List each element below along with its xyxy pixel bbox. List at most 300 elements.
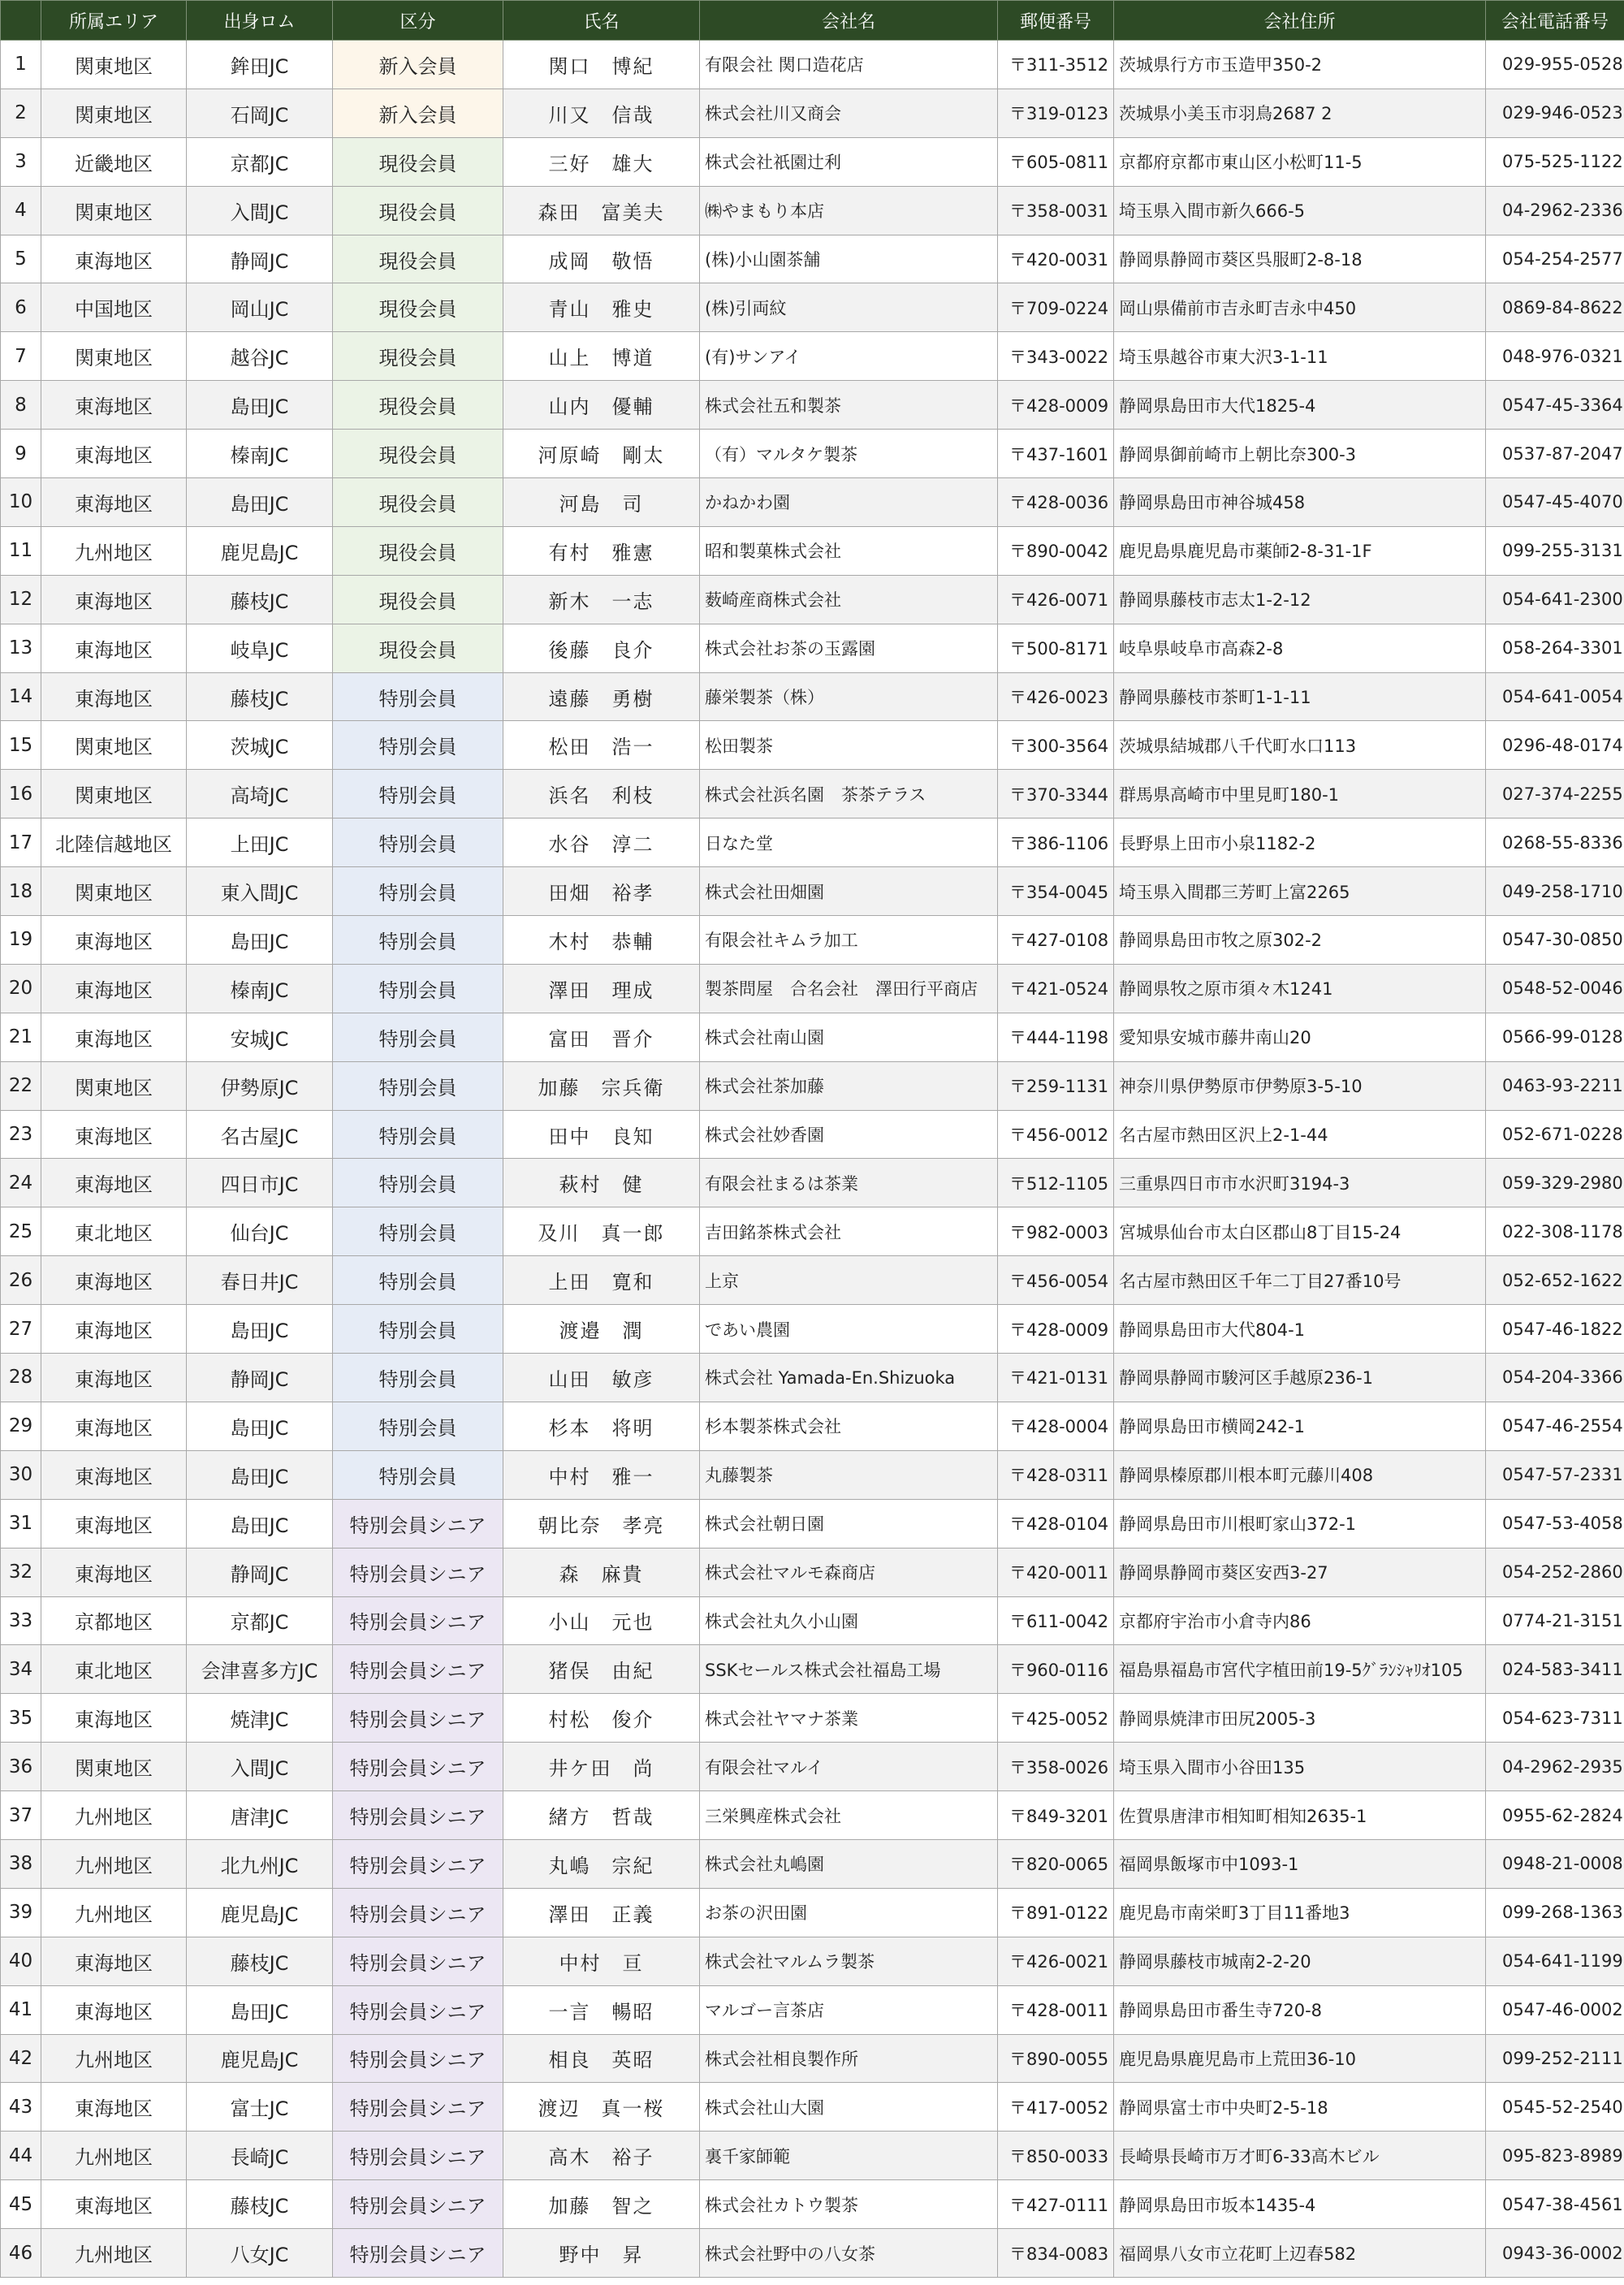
category-cell: 特別会員 bbox=[333, 721, 503, 770]
address-cell: 静岡県島田市牧之原302-2 bbox=[1114, 916, 1486, 965]
address-cell: 京都府宇治市小倉寺内86 bbox=[1114, 1596, 1486, 1645]
area-cell: 九州地区 bbox=[41, 1839, 187, 1888]
row-number: 38 bbox=[1, 1839, 41, 1888]
area-cell: 東海地区 bbox=[41, 1548, 187, 1596]
address-cell: 茨城県行方市玉造甲350-2 bbox=[1114, 41, 1486, 89]
table-row bbox=[1, 430, 1624, 478]
postal-code-cell: 〒849-3201 bbox=[998, 1791, 1114, 1840]
category-cell: 現役会員 bbox=[333, 186, 503, 235]
origin-lom-cell: 富士JC bbox=[187, 2083, 333, 2132]
table-row bbox=[1, 1450, 1624, 1499]
table-row bbox=[1, 1499, 1624, 1548]
origin-lom-cell: 島田JC bbox=[187, 1450, 333, 1499]
category-cell: 特別会員シニア bbox=[333, 2229, 503, 2278]
row-number: 31 bbox=[1, 1499, 41, 1548]
category-cell: 現役会員 bbox=[333, 575, 503, 624]
address-cell: 静岡県榛原郡川根本町元藤川408 bbox=[1114, 1450, 1486, 1499]
row-number: 20 bbox=[1, 964, 41, 1013]
category-cell: 現役会員 bbox=[333, 381, 503, 430]
address-cell: 茨城県小美玉市羽鳥2687 2 bbox=[1114, 89, 1486, 137]
origin-lom-cell: 上田JC bbox=[187, 819, 333, 867]
postal-code-cell: 〒982-0003 bbox=[998, 1207, 1114, 1256]
name-cell: 富田 晋介 bbox=[503, 1013, 700, 1061]
area-cell: 東海地区 bbox=[41, 1450, 187, 1499]
origin-lom-cell: 藤枝JC bbox=[187, 2180, 333, 2229]
row-number: 46 bbox=[1, 2229, 41, 2278]
row-number: 5 bbox=[1, 235, 41, 283]
company-cell: 株式会社相良製作所 bbox=[700, 2034, 998, 2083]
phone-cell: 054-641-2300 bbox=[1486, 575, 1624, 624]
address-cell: 三重県四日市市水沢町3194-3 bbox=[1114, 1159, 1486, 1207]
postal-code-cell: 〒960-0116 bbox=[998, 1645, 1114, 1694]
postal-code-cell: 〒428-0011 bbox=[998, 1985, 1114, 2034]
area-cell: 東海地区 bbox=[41, 2180, 187, 2229]
address-cell: 福島県福島市宮代字植田前19-5ｸﾞﾗﾝｼｬﾘｵ105 bbox=[1114, 1645, 1486, 1694]
phone-cell: 04-2962-2336 bbox=[1486, 186, 1624, 235]
row-number: 29 bbox=[1, 1402, 41, 1450]
table-row bbox=[1, 1013, 1624, 1061]
table-row bbox=[1, 575, 1624, 624]
row-number: 7 bbox=[1, 332, 41, 381]
header-cell-index bbox=[1, 1, 41, 41]
name-cell: 浜名 利枝 bbox=[503, 770, 700, 819]
area-cell: 東海地区 bbox=[41, 964, 187, 1013]
row-number: 12 bbox=[1, 575, 41, 624]
name-cell: 萩村 健 bbox=[503, 1159, 700, 1207]
company-cell: お茶の沢田園 bbox=[700, 1888, 998, 1937]
name-cell: 一言 暢昭 bbox=[503, 1985, 700, 2034]
company-cell: 杉本製茶株式会社 bbox=[700, 1402, 998, 1450]
phone-cell: 099-252-2111 bbox=[1486, 2034, 1624, 2083]
company-cell: 株式会社山大園 bbox=[700, 2083, 998, 2132]
name-cell: 朝比奈 孝亮 bbox=[503, 1499, 700, 1548]
category-cell: 特別会員 bbox=[333, 1159, 503, 1207]
address-cell: 埼玉県入間郡三芳町上富2265 bbox=[1114, 867, 1486, 916]
row-number: 26 bbox=[1, 1256, 41, 1305]
company-cell: 有限会社キムラ加工 bbox=[700, 916, 998, 965]
origin-lom-cell: 茨城JC bbox=[187, 721, 333, 770]
company-cell: 薮崎産商株式会社 bbox=[700, 575, 998, 624]
phone-cell: 0547-45-4070 bbox=[1486, 478, 1624, 527]
postal-code-cell: 〒428-0004 bbox=[998, 1402, 1114, 1450]
address-cell: 静岡県島田市番生寺720-8 bbox=[1114, 1985, 1486, 2034]
category-cell: 特別会員 bbox=[333, 1207, 503, 1256]
row-number: 8 bbox=[1, 381, 41, 430]
area-cell: 東海地区 bbox=[41, 1985, 187, 2034]
row-number: 19 bbox=[1, 916, 41, 965]
company-cell: であい農園 bbox=[700, 1305, 998, 1354]
address-cell: 岐阜県岐阜市高森2-8 bbox=[1114, 624, 1486, 672]
postal-code-cell: 〒512-1105 bbox=[998, 1159, 1114, 1207]
category-cell: 特別会員シニア bbox=[333, 2083, 503, 2132]
table-row bbox=[1, 2180, 1624, 2229]
name-cell: 杉本 将明 bbox=[503, 1402, 700, 1450]
category-cell: 特別会員 bbox=[333, 1013, 503, 1061]
name-cell: 加藤 智之 bbox=[503, 2180, 700, 2229]
postal-code-cell: 〒420-0031 bbox=[998, 235, 1114, 283]
company-cell: 株式会社茶加藤 bbox=[700, 1061, 998, 1110]
category-cell: 現役会員 bbox=[333, 332, 503, 381]
name-cell: 関口 博紀 bbox=[503, 41, 700, 89]
postal-code-cell: 〒611-0042 bbox=[998, 1596, 1114, 1645]
row-number: 30 bbox=[1, 1450, 41, 1499]
origin-lom-cell: 会津喜多方JC bbox=[187, 1645, 333, 1694]
phone-cell: 095-823-8989 bbox=[1486, 2132, 1624, 2180]
address-cell: 鹿児島県鹿児島市上荒田36-10 bbox=[1114, 2034, 1486, 2083]
address-cell: 名古屋市熱田区千年二丁目27番10号 bbox=[1114, 1256, 1486, 1305]
table-row bbox=[1, 1645, 1624, 1694]
area-cell: 東海地区 bbox=[41, 235, 187, 283]
address-cell: 佐賀県唐津市相知町相知2635-1 bbox=[1114, 1791, 1486, 1840]
category-cell: 特別会員 bbox=[333, 867, 503, 916]
row-number: 32 bbox=[1, 1548, 41, 1596]
postal-code-cell: 〒500-8171 bbox=[998, 624, 1114, 672]
postal-code-cell: 〒834-0083 bbox=[998, 2229, 1114, 2278]
area-cell: 九州地区 bbox=[41, 2229, 187, 2278]
row-number: 37 bbox=[1, 1791, 41, 1840]
area-cell: 東北地区 bbox=[41, 1207, 187, 1256]
table-row bbox=[1, 1937, 1624, 1985]
table-row bbox=[1, 137, 1624, 186]
area-cell: 九州地区 bbox=[41, 1888, 187, 1937]
origin-lom-cell: 入間JC bbox=[187, 1743, 333, 1791]
area-cell: 東海地区 bbox=[41, 1013, 187, 1061]
phone-cell: 054-641-1199 bbox=[1486, 1937, 1624, 1985]
company-cell: (株)小山園茶舗 bbox=[700, 235, 998, 283]
row-number: 33 bbox=[1, 1596, 41, 1645]
name-cell: 水谷 淳二 bbox=[503, 819, 700, 867]
address-cell: 福岡県八女市立花町上辺春582 bbox=[1114, 2229, 1486, 2278]
phone-cell: 0547-45-3364 bbox=[1486, 381, 1624, 430]
origin-lom-cell: 藤枝JC bbox=[187, 672, 333, 721]
address-cell: 静岡県島田市坂本1435-4 bbox=[1114, 2180, 1486, 2229]
origin-lom-cell: 北九州JC bbox=[187, 1839, 333, 1888]
origin-lom-cell: 藤枝JC bbox=[187, 575, 333, 624]
postal-code-cell: 〒319-0123 bbox=[998, 89, 1114, 137]
company-cell: 上京 bbox=[700, 1256, 998, 1305]
area-cell: 東海地区 bbox=[41, 1159, 187, 1207]
area-cell: 東海地区 bbox=[41, 624, 187, 672]
name-cell: 森田 富美夫 bbox=[503, 186, 700, 235]
origin-lom-cell: 静岡JC bbox=[187, 1548, 333, 1596]
category-cell: 特別会員 bbox=[333, 1110, 503, 1159]
phone-cell: 054-623-7311 bbox=[1486, 1694, 1624, 1743]
table-row bbox=[1, 526, 1624, 575]
area-cell: 九州地区 bbox=[41, 2034, 187, 2083]
postal-code-cell: 〒311-3512 bbox=[998, 41, 1114, 89]
phone-cell: 0943-36-0002 bbox=[1486, 2229, 1624, 2278]
company-cell: マルゴー言茶店 bbox=[700, 1985, 998, 2034]
name-cell: 井ケ田 尚 bbox=[503, 1743, 700, 1791]
origin-lom-cell: 伊勢原JC bbox=[187, 1061, 333, 1110]
area-cell: 関東地区 bbox=[41, 332, 187, 381]
area-cell: 関東地区 bbox=[41, 41, 187, 89]
phone-cell: 0547-30-0850 bbox=[1486, 916, 1624, 965]
category-cell: 特別会員シニア bbox=[333, 2132, 503, 2180]
postal-code-cell: 〒358-0026 bbox=[998, 1743, 1114, 1791]
header-cell-company: 会社名 bbox=[700, 1, 998, 41]
address-cell: 静岡県御前崎市上朝比奈300-3 bbox=[1114, 430, 1486, 478]
postal-code-cell: 〒428-0036 bbox=[998, 478, 1114, 527]
company-cell: ㈱やまもり本店 bbox=[700, 186, 998, 235]
phone-cell: 0955-62-2824 bbox=[1486, 1791, 1624, 1840]
origin-lom-cell: 榛南JC bbox=[187, 964, 333, 1013]
area-cell: 近畿地区 bbox=[41, 137, 187, 186]
phone-cell: 0547-53-4058 bbox=[1486, 1499, 1624, 1548]
postal-code-cell: 〒426-0021 bbox=[998, 1937, 1114, 1985]
company-cell: 株式会社ヤマナ茶業 bbox=[700, 1694, 998, 1743]
phone-cell: 0537-87-2047 bbox=[1486, 430, 1624, 478]
origin-lom-cell: 京都JC bbox=[187, 1596, 333, 1645]
row-number: 27 bbox=[1, 1305, 41, 1354]
table-row bbox=[1, 381, 1624, 430]
phone-cell: 0547-46-2554 bbox=[1486, 1402, 1624, 1450]
table-row bbox=[1, 89, 1624, 137]
name-cell: 青山 雅史 bbox=[503, 283, 700, 332]
company-cell: 製茶問屋 合名会社 澤田行平商店 bbox=[700, 964, 998, 1013]
phone-cell: 0547-38-4561 bbox=[1486, 2180, 1624, 2229]
row-number: 18 bbox=[1, 867, 41, 916]
row-number: 14 bbox=[1, 672, 41, 721]
postal-code-cell: 〒425-0052 bbox=[998, 1694, 1114, 1743]
postal-code-cell: 〒456-0012 bbox=[998, 1110, 1114, 1159]
origin-lom-cell: 東入間JC bbox=[187, 867, 333, 916]
address-cell: 神奈川県伊勢原市伊勢原3-5-10 bbox=[1114, 1061, 1486, 1110]
origin-lom-cell: 鹿児島JC bbox=[187, 526, 333, 575]
company-cell: 株式会社川又商会 bbox=[700, 89, 998, 137]
table-row bbox=[1, 1743, 1624, 1791]
name-cell: 遠藤 勇樹 bbox=[503, 672, 700, 721]
category-cell: 特別会員 bbox=[333, 770, 503, 819]
table-row bbox=[1, 1305, 1624, 1354]
name-cell: 山内 優輔 bbox=[503, 381, 700, 430]
postal-code-cell: 〒891-0122 bbox=[998, 1888, 1114, 1937]
table-body bbox=[1, 41, 1624, 2278]
table-row bbox=[1, 2229, 1624, 2278]
postal-code-cell: 〒426-0071 bbox=[998, 575, 1114, 624]
company-cell: かねかわ園 bbox=[700, 478, 998, 527]
table-row bbox=[1, 916, 1624, 965]
name-cell: 川又 信哉 bbox=[503, 89, 700, 137]
address-cell: 埼玉県越谷市東大沢3-1-11 bbox=[1114, 332, 1486, 381]
address-cell: 静岡県藤枝市茶町1-1-11 bbox=[1114, 672, 1486, 721]
company-cell: 株式会社マルムラ製茶 bbox=[700, 1937, 998, 1985]
phone-cell: 058-264-3301 bbox=[1486, 624, 1624, 672]
table-row bbox=[1, 1207, 1624, 1256]
origin-lom-cell: 八女JC bbox=[187, 2229, 333, 2278]
company-cell: (有)サンアイ bbox=[700, 332, 998, 381]
address-cell: 静岡県島田市大代804-1 bbox=[1114, 1305, 1486, 1354]
header-cell-address: 会社住所 bbox=[1114, 1, 1486, 41]
header-cell-category: 区分 bbox=[333, 1, 503, 41]
table-row bbox=[1, 964, 1624, 1013]
phone-cell: 054-252-2860 bbox=[1486, 1548, 1624, 1596]
category-cell: 特別会員 bbox=[333, 964, 503, 1013]
address-cell: 名古屋市熱田区沢上2-1-44 bbox=[1114, 1110, 1486, 1159]
row-number: 44 bbox=[1, 2132, 41, 2180]
table-row bbox=[1, 235, 1624, 283]
table-row bbox=[1, 1402, 1624, 1450]
company-cell: 松田製茶 bbox=[700, 721, 998, 770]
area-cell: 東海地区 bbox=[41, 2083, 187, 2132]
origin-lom-cell: 唐津JC bbox=[187, 1791, 333, 1840]
row-number: 41 bbox=[1, 1985, 41, 2034]
category-cell: 特別会員シニア bbox=[333, 1888, 503, 1937]
postal-code-cell: 〒426-0023 bbox=[998, 672, 1114, 721]
phone-cell: 0545-52-2540 bbox=[1486, 2083, 1624, 2132]
category-cell: 現役会員 bbox=[333, 235, 503, 283]
origin-lom-cell: 長崎JC bbox=[187, 2132, 333, 2180]
category-cell: 特別会員シニア bbox=[333, 2034, 503, 2083]
postal-code-cell: 〒421-0524 bbox=[998, 964, 1114, 1013]
area-cell: 北陸信越地区 bbox=[41, 819, 187, 867]
header-row bbox=[1, 1, 1624, 41]
company-cell: 株式会社田畑園 bbox=[700, 867, 998, 916]
category-cell: 特別会員シニア bbox=[333, 1499, 503, 1548]
company-cell: （有）マルタケ製茶 bbox=[700, 430, 998, 478]
category-cell: 特別会員シニア bbox=[333, 1743, 503, 1791]
area-cell: 東海地区 bbox=[41, 672, 187, 721]
table-row bbox=[1, 1061, 1624, 1110]
company-cell: 株式会社五和製茶 bbox=[700, 381, 998, 430]
category-cell: 特別会員シニア bbox=[333, 1548, 503, 1596]
origin-lom-cell: 春日井JC bbox=[187, 1256, 333, 1305]
address-cell: 長野県上田市小泉1182-2 bbox=[1114, 819, 1486, 867]
origin-lom-cell: 岡山JC bbox=[187, 283, 333, 332]
name-cell: 山田 敏彦 bbox=[503, 1354, 700, 1402]
row-number: 25 bbox=[1, 1207, 41, 1256]
phone-cell: 059-329-2980 bbox=[1486, 1159, 1624, 1207]
name-cell: 田中 良知 bbox=[503, 1110, 700, 1159]
row-number: 16 bbox=[1, 770, 41, 819]
row-number: 36 bbox=[1, 1743, 41, 1791]
company-cell: 株式会社 Yamada-En.Shizuoka bbox=[700, 1354, 998, 1402]
phone-cell: 052-652-1622 bbox=[1486, 1256, 1624, 1305]
origin-lom-cell: 岐阜JC bbox=[187, 624, 333, 672]
origin-lom-cell: 安城JC bbox=[187, 1013, 333, 1061]
postal-code-cell: 〒358-0031 bbox=[998, 186, 1114, 235]
category-cell: 特別会員 bbox=[333, 1061, 503, 1110]
table-row bbox=[1, 1548, 1624, 1596]
area-cell: 東海地区 bbox=[41, 1499, 187, 1548]
origin-lom-cell: 静岡JC bbox=[187, 235, 333, 283]
category-cell: 新入会員 bbox=[333, 89, 503, 137]
address-cell: 群馬県高崎市中里見町180-1 bbox=[1114, 770, 1486, 819]
postal-code-cell: 〒437-1601 bbox=[998, 430, 1114, 478]
phone-cell: 0774-21-3151 bbox=[1486, 1596, 1624, 1645]
area-cell: 東海地区 bbox=[41, 1937, 187, 1985]
header-cell-phone: 会社電話番号 bbox=[1486, 1, 1624, 41]
origin-lom-cell: 京都JC bbox=[187, 137, 333, 186]
postal-code-cell: 〒259-1131 bbox=[998, 1061, 1114, 1110]
name-cell: 緒方 哲哉 bbox=[503, 1791, 700, 1840]
origin-lom-cell: 島田JC bbox=[187, 1985, 333, 2034]
address-cell: 静岡県島田市横岡242-1 bbox=[1114, 1402, 1486, 1450]
postal-code-cell: 〒444-1198 bbox=[998, 1013, 1114, 1061]
origin-lom-cell: 島田JC bbox=[187, 1402, 333, 1450]
postal-code-cell: 〒428-0009 bbox=[998, 1305, 1114, 1354]
address-cell: 静岡県焼津市田尻2005-3 bbox=[1114, 1694, 1486, 1743]
row-number: 35 bbox=[1, 1694, 41, 1743]
address-cell: 鹿児島市南栄町3丁目11番地3 bbox=[1114, 1888, 1486, 1937]
category-cell: 現役会員 bbox=[333, 137, 503, 186]
origin-lom-cell: 名古屋JC bbox=[187, 1110, 333, 1159]
row-number: 42 bbox=[1, 2034, 41, 2083]
name-cell: 河原崎 剛太 bbox=[503, 430, 700, 478]
name-cell: 中村 亘 bbox=[503, 1937, 700, 1985]
company-cell: 裏千家師範 bbox=[700, 2132, 998, 2180]
name-cell: 中村 雅一 bbox=[503, 1450, 700, 1499]
name-cell: 松田 浩一 bbox=[503, 721, 700, 770]
table-row bbox=[1, 770, 1624, 819]
phone-cell: 054-641-0054 bbox=[1486, 672, 1624, 721]
name-cell: 丸嶋 宗紀 bbox=[503, 1839, 700, 1888]
row-number: 2 bbox=[1, 89, 41, 137]
row-number: 1 bbox=[1, 41, 41, 89]
table-row bbox=[1, 721, 1624, 770]
company-cell: 株式会社丸久小山園 bbox=[700, 1596, 998, 1645]
area-cell: 東海地区 bbox=[41, 1402, 187, 1450]
origin-lom-cell: 四日市JC bbox=[187, 1159, 333, 1207]
table-row bbox=[1, 41, 1624, 89]
area-cell: 東海地区 bbox=[41, 575, 187, 624]
address-cell: 岡山県備前市吉永町吉永中450 bbox=[1114, 283, 1486, 332]
address-cell: 愛知県安城市藤井南山20 bbox=[1114, 1013, 1486, 1061]
address-cell: 宮城県仙台市太白区郡山8丁目15-24 bbox=[1114, 1207, 1486, 1256]
table-row bbox=[1, 1791, 1624, 1840]
category-cell: 現役会員 bbox=[333, 526, 503, 575]
area-cell: 関東地区 bbox=[41, 721, 187, 770]
origin-lom-cell: 越谷JC bbox=[187, 332, 333, 381]
company-cell: 日なた堂 bbox=[700, 819, 998, 867]
address-cell: 静岡県静岡市葵区安西3-27 bbox=[1114, 1548, 1486, 1596]
row-number: 39 bbox=[1, 1888, 41, 1937]
phone-cell: 052-671-0228 bbox=[1486, 1110, 1624, 1159]
area-cell: 東海地区 bbox=[41, 1354, 187, 1402]
table-row bbox=[1, 478, 1624, 527]
postal-code-cell: 〒428-0311 bbox=[998, 1450, 1114, 1499]
table-row bbox=[1, 1839, 1624, 1888]
name-cell: 河島 司 bbox=[503, 478, 700, 527]
address-cell: 静岡県静岡市葵区呉服町2-8-18 bbox=[1114, 235, 1486, 283]
row-number: 4 bbox=[1, 186, 41, 235]
phone-cell: 0547-57-2331 bbox=[1486, 1450, 1624, 1499]
row-number: 40 bbox=[1, 1937, 41, 1985]
category-cell: 特別会員シニア bbox=[333, 1985, 503, 2034]
name-cell: 加藤 宗兵衛 bbox=[503, 1061, 700, 1110]
company-cell: 吉田銘茶株式会社 bbox=[700, 1207, 998, 1256]
address-cell: 静岡県島田市神谷城458 bbox=[1114, 478, 1486, 527]
company-cell: 丸藤製茶 bbox=[700, 1450, 998, 1499]
table-row bbox=[1, 1888, 1624, 1937]
postal-code-cell: 〒343-0022 bbox=[998, 332, 1114, 381]
area-cell: 関東地区 bbox=[41, 1743, 187, 1791]
row-number: 24 bbox=[1, 1159, 41, 1207]
table-row bbox=[1, 1159, 1624, 1207]
area-cell: 東海地区 bbox=[41, 1110, 187, 1159]
company-cell: 株式会社朝日園 bbox=[700, 1499, 998, 1548]
postal-code-cell: 〒370-3344 bbox=[998, 770, 1114, 819]
category-cell: 現役会員 bbox=[333, 478, 503, 527]
row-number: 43 bbox=[1, 2083, 41, 2132]
address-cell: 茨城県結城郡八千代町水口113 bbox=[1114, 721, 1486, 770]
table-row bbox=[1, 1985, 1624, 2034]
origin-lom-cell: 榛南JC bbox=[187, 430, 333, 478]
phone-cell: 0547-46-1822 bbox=[1486, 1305, 1624, 1354]
table-row bbox=[1, 1110, 1624, 1159]
address-cell: 長崎県長崎市万才町6-33高木ビル bbox=[1114, 2132, 1486, 2180]
company-cell: SSKセールス株式会社福島工場 bbox=[700, 1645, 998, 1694]
